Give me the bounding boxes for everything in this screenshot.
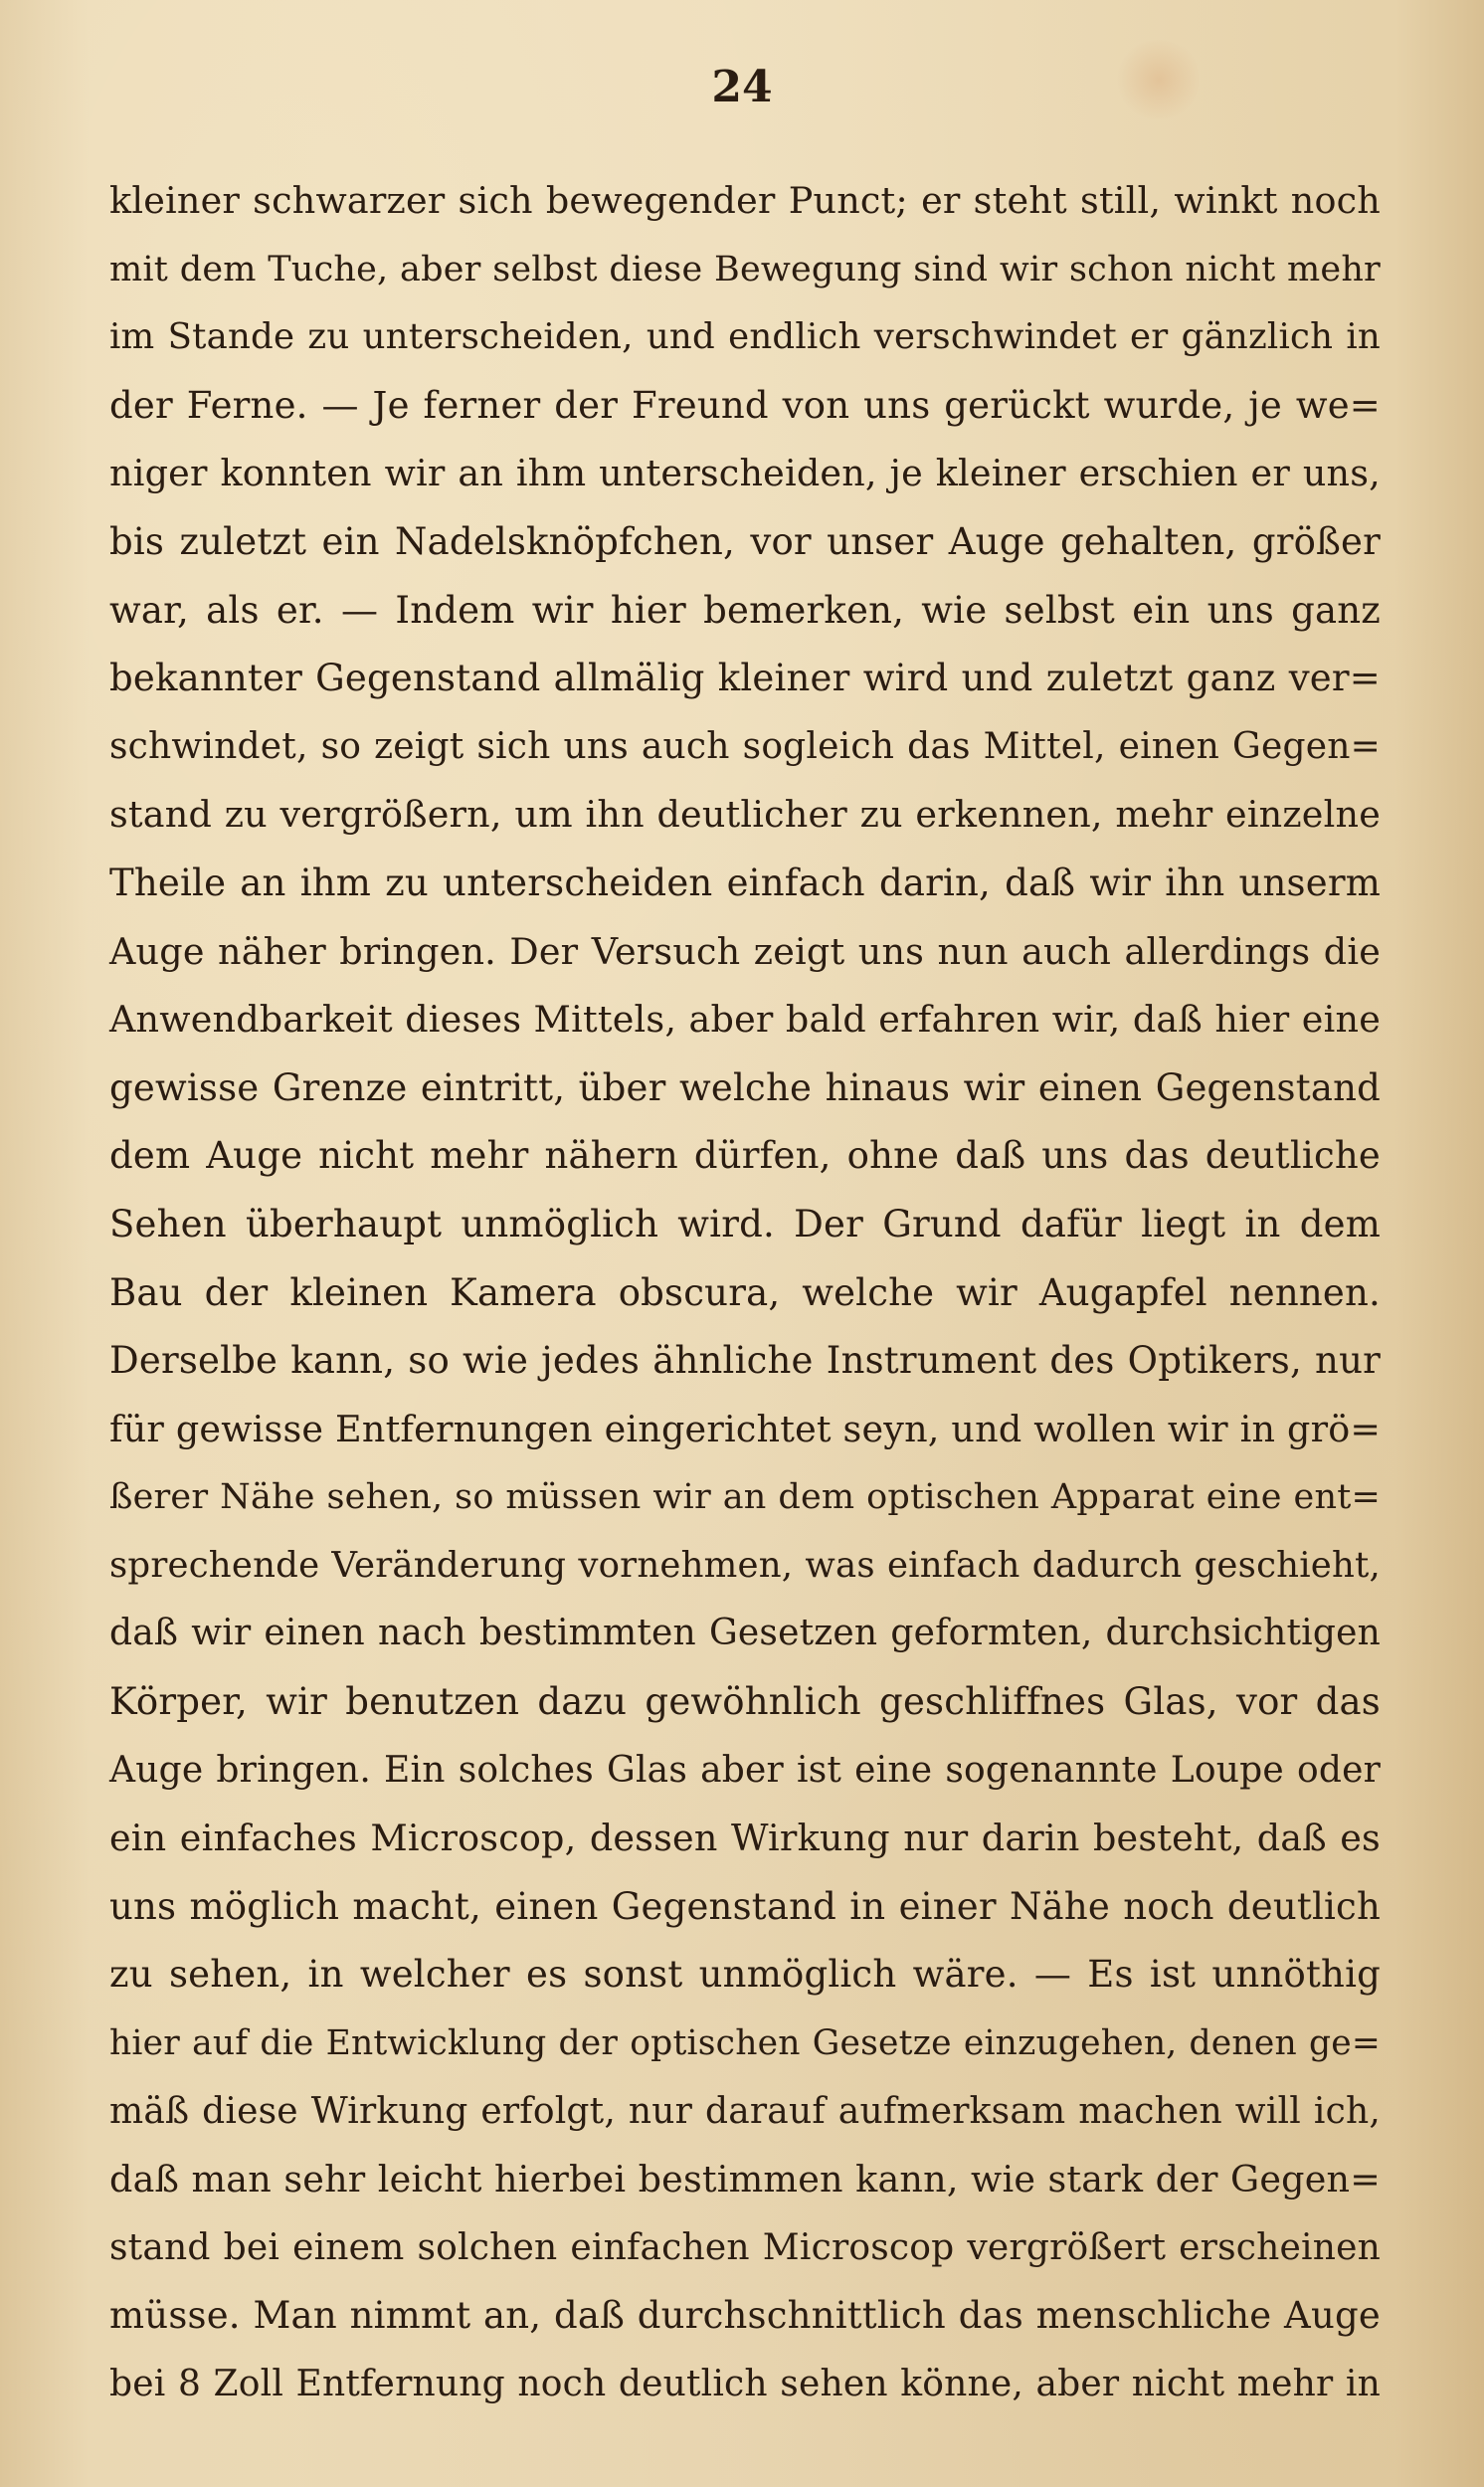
text-line: müsse. Man nimmt an, daß durchschnittlich das menschliche Auge [109,2294,1381,2338]
page-number: 24 [711,62,773,112]
text-line: ßerer Nähe sehen, so müssen wir an dem optischen Apparat eine ent= [109,1477,1381,1518]
text-line: Sehen überhaupt unmöglich wird. Der Grund dafür liegt in dem [109,1202,1381,1245]
text-line: war, als er. — Indem wir hier bemerken, wie selbst ein uns ganz [109,588,1381,632]
text-line: bis zuletzt ein Nadelsknöpfchen, vor unser Auge gehalten, größer [109,519,1381,563]
text-line: gewisse Grenze eintritt, über welche hinaus wir einen Gegenstand [109,1065,1381,1109]
text-line: Auge bringen. Ein solches Glas aber ist eine sogenannte Loupe oder [109,1749,1381,1791]
text-line: Auge näher bringen. Der Versuch zeigt uns nun auch allerdings die [109,929,1381,973]
text-line: dem Auge nicht mehr nähern dürfen, ohne daß uns das deutliche [109,1134,1381,1178]
text-line: Anwendbarkeit dieses Mittels, aber bald erfahren wir, daß hier eine [109,998,1381,1042]
text-line: der Ferne. — Je ferner der Freund von uns gerückt wurde, je we= [109,383,1381,427]
text-line: kleiner schwarzer sich bewegender Punct; er steht still, winkt noch [109,179,1381,222]
text-line: Theile an ihm zu unterscheiden einfach darin, daß wir ihn unserm [109,861,1381,904]
text-line: stand zu vergrößern, um ihn deutlicher zu erkennen, mehr einzelne [109,793,1381,837]
text-line: im Stande zu unterscheiden, und endlich verschwindet er gänzlich in [109,316,1381,358]
text-line: bei 8 Zoll Entfernung noch deutlich sehen könne, aber nicht mehr in [109,2364,1381,2404]
text-line: uns möglich macht, einen Gegenstand in einer Nähe noch deutlich [109,1884,1381,1928]
text-line: zu sehen, in welcher es sonst unmöglich wäre. — Es ist unnöthig [109,1953,1381,1997]
text-line: Körper, wir benutzen dazu gewöhnlich geschliffnes Glas, vor das [109,1680,1381,1724]
text-line: niger konnten wir an ihm unterscheiden, je kleiner erschien er uns, [109,452,1381,495]
text-line: bekannter Gegenstand allmälig kleiner wird und zuletzt ganz ver= [109,657,1381,700]
text-line: hier auf die Entwicklung der optischen Gesetze einzugehen, denen ge= [109,2023,1381,2064]
text-line: stand bei einem solchen einfachen Microscop vergrößert erscheinen [109,2226,1381,2268]
text-line: sprechende Veränderung vornehmen, was einfach dadurch geschieht, [109,1544,1381,1586]
body-text [109,167,1381,2419]
text-line: mit dem Tuche, aber selbst diese Bewegung sind wir schon nicht mehr [109,249,1381,289]
text-line: ein einfaches Microscop, dessen Wirkung nur darin besteht, daß es [109,1817,1381,1860]
text-line: daß man sehr leicht hierbei bestimmen kann, wie stark der Gegen= [109,2158,1381,2201]
text-line: mäß diese Wirkung erfolgt, nur darauf aufmerksam machen will ich, [109,2090,1381,2132]
text-line: daß wir einen nach bestimmten Gesetzen geformten, durchsichtigen [109,1613,1381,1654]
text-line: schwindet, so zeigt sich uns auch sogleich das Mittel, einen Gegen= [109,725,1381,767]
text-line: Bau der kleinen Kamera obscura, welche wir Augapfel nennen. [109,1270,1381,1314]
text-line: Derselbe kann, so wie jedes ähnliche Instrument des Optikers, nur [109,1339,1381,1383]
text-line: für gewisse Entfernungen eingerichtet seyn, und wollen wir in grö= [109,1407,1382,1450]
